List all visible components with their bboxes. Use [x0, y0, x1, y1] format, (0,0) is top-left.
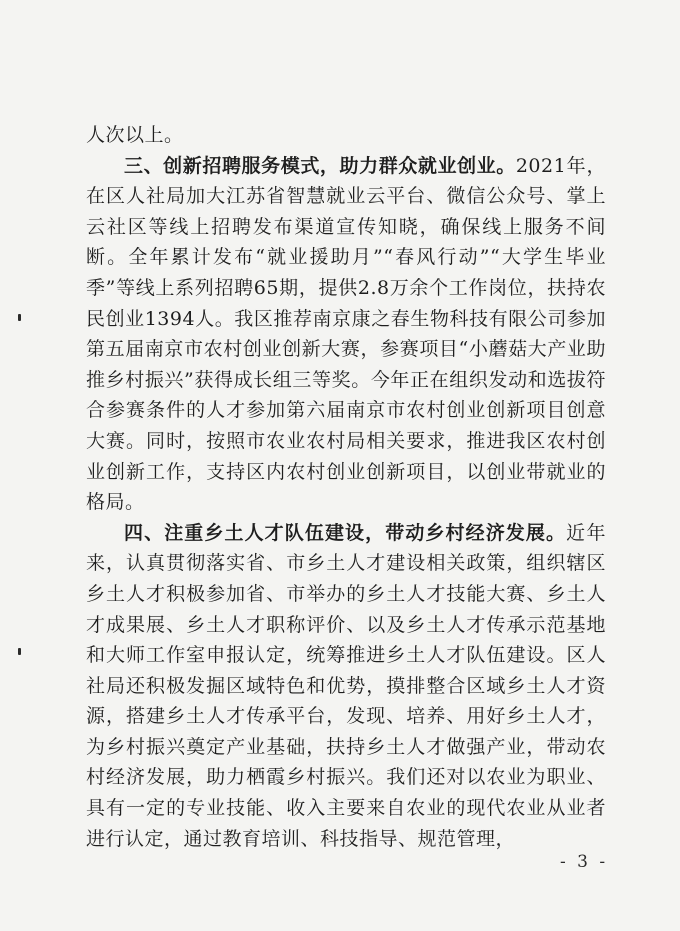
page-number: - 3 -	[560, 852, 609, 872]
document-body	[86, 120, 606, 854]
section-four-paragraph	[86, 518, 606, 855]
section-three-paragraph	[86, 151, 606, 518]
section-three-heading: 三、创新招聘服务模式，助力群众就业创业。	[124, 154, 516, 177]
section-four-heading: 四、注重乡土人才队伍建设，带动乡村经济发展。	[124, 521, 567, 544]
paragraph-text: 人次以上。	[86, 124, 184, 146]
scan-mark	[18, 648, 21, 655]
section-four-text: 近年来，认真贯彻落实省、市乡土人才建设相关政策，组织辖区乡土人才积极参加省、市举办的乡土人才技能大赛、乡土人才成果展、乡土人才职称评价、以及乡土人才传承示范基地和大师工作室申报认定，统筹推进乡土人才队伍建设。区人社局还积极发掘区域特色和优势，摸排整合区域乡土人才资源，搭建乡土人才传承平台，发现、培养、用好乡土人才，为乡村振兴奠定产业基础，扶持乡土人才做强产业，带动农村经济发展，助力栖霞乡村振兴。我们还对以农业为职业、具有一定的专业技能、收入主要来自农业的现代农业从业者进行认定，通过教育培训、科技指导、规范管理，	[86, 521, 606, 850]
paragraph-continuation	[86, 120, 606, 151]
section-three-text: 2021年，在区人社局加大江苏省智慧就业云平台、微信公众号、掌上云社区等线上招聘发布渠道宣传知晓，确保线上服务不间断。全年累计发布“就业援助月”“春风行动”“大学生毕业季”等线上系列招聘65期，提供2.8万余个工作岗位，扶持农民创业1394人。我区推荐南京康之春生物科技有限公司参加第五届南京市农村创业创新大赛，参赛项目“小蘑菇大产业助推乡村振兴”获得成长组三等奖。今年正在组织发动和选拔符合参赛条件的人才参加第六届南京市农村创业创新项目创意大赛。同时，按照市农业农村局相关要求，推进我区农村创业创新工作，支持区内农村创业创新项目，以创业带就业的格局。	[86, 154, 606, 514]
scan-mark	[18, 314, 21, 321]
